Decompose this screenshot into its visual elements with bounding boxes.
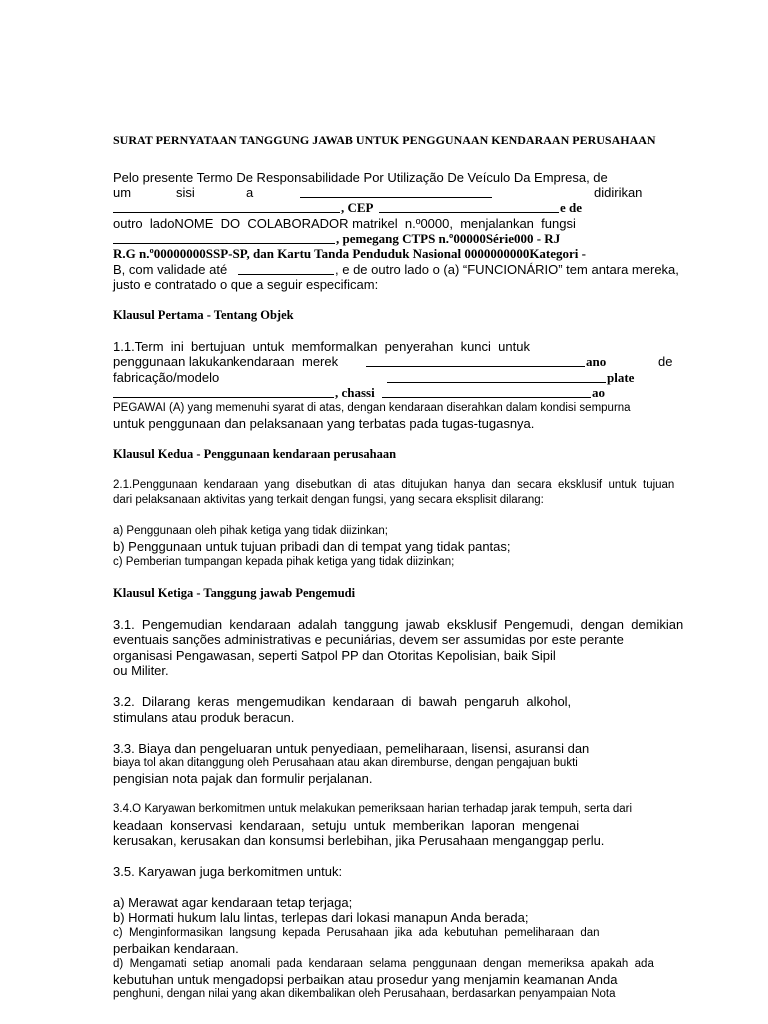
clause-2-item-a: a) Penggunaan oleh pihak ketiga yang tidak diizinkan; <box>113 525 388 537</box>
intro-blank-address <box>113 200 340 216</box>
clause-2-line-1: 2.1.Penggunaan kendaraan yang disebutkan di atas ditujukan hanya dan secara eksklusif untuk tujuan <box>113 479 675 491</box>
clause-1-blank-plate <box>113 385 334 401</box>
intro-line-8: justo e contratado o que a seguir especificam: <box>113 277 379 292</box>
intro-line-3b: e de <box>560 200 583 215</box>
clause-1-line-2e: de <box>658 354 673 369</box>
clause-3-4-line-2: keadaan konservasi kendaraan, setuju untuk memberikan laporan mengenai <box>113 818 580 833</box>
intro-blank-function <box>113 231 335 247</box>
clause-3-5-item-d-2: kebutuhan untuk mengadopsi perbaikan atau prosedur yang menjamin keamanan Anda <box>113 972 618 987</box>
clause-1-line-2a: penggunaan lakukan <box>113 354 234 369</box>
clause-2-item-c: c) Pemberian tumpangan kepada pihak ketiga yang tidak diizinkan; <box>113 556 455 568</box>
clause-3-5-item-b: b) Hormati hukum lalu lintas, terlepas dari lokasi manapun Anda berada; <box>113 910 529 925</box>
clause-3-5-item-c-2: perbaikan kendaraan. <box>113 941 239 956</box>
clause-1-blank-brand <box>366 354 585 370</box>
intro-cep-label: , CEP <box>341 200 374 215</box>
clause-1-line-5: PEGAWAI (A) yang memenuhi syarat di atas, dengan kendaraan diserahkan dalam kondisi sempurna <box>113 402 631 414</box>
clause-3-3-line-2: biaya tol akan ditanggung oleh Perusahaan atau akan diremburse, dengan pengajuan bukti <box>113 757 578 769</box>
intro-blank-validity <box>238 262 334 278</box>
clause-1-line-2d: ano <box>586 354 607 369</box>
clause-2-line-2: dari pelaksanaan aktivitas yang terkait dengan fungsi, yang secara eksplisit dilarang: <box>113 494 544 506</box>
clause-3-5-item-a: a) Merawat agar kendaraan tetap terjaga; <box>113 895 353 910</box>
clause-3-5-item-c-1: c) Menginformasikan langsung kepada Perusahaan jika ada kebutuhan pemeliharaan dan <box>113 927 600 939</box>
clause-3-1-line-4: ou Militer. <box>113 663 169 678</box>
clause-3-5-item-d-3: penghuni, dengan nilai yang akan dikembalikan oleh Perusahaan, berdasarkan penyampaian Nota <box>113 988 616 1000</box>
clause-2-heading: Klausul Kedua - Penggunaan kendaraan perusahaan <box>113 447 397 461</box>
clause-1-line-3a: fabricação/modelo <box>113 370 220 385</box>
clause-3-2-line-2: stimulans atau produk beracun. <box>113 710 295 725</box>
clause-3-1-line-2: eventuais sanções administrativas e pecuniárias, devem ser assumidas por este perante <box>113 632 624 647</box>
clause-3-3-line-3: pengisian nota pajak dan formulir perjalanan. <box>113 771 373 786</box>
intro-line-7b: , e de outro lado o (a) “FUNCIONÁRIO” tem antara mereka, <box>335 262 679 277</box>
clause-1-line-2b: kendaraan <box>233 354 295 369</box>
clause-1-blank-chassi <box>382 385 591 401</box>
clause-3-4-line-3: kerusakan, kerusakan dan konsumsi berlebihan, jika Perusahaan menganggap perlu. <box>113 833 605 848</box>
clause-1-line-2c: merek <box>302 354 339 369</box>
clause-2-item-b: b) Penggunaan untuk tujuan pribadi dan di tempat yang tidak pantas; <box>113 539 511 554</box>
intro-line-1: Pelo presente Termo De Responsabilidade Por Utilização De Veículo Da Empresa, de <box>113 170 608 185</box>
clause-1-line-6: untuk penggunaan dan pelaksanaan yang terbatas pada tugas-tugasnya. <box>113 416 535 431</box>
clause-3-3-line-1: 3.3. Biaya dan pengeluaran untuk penyediaan, pemeliharaan, lisensi, asuransi dan <box>113 741 590 756</box>
clause-3-4-line-1: 3.4.O Karyawan berkomitmen untuk melakukan pemeriksaan harian terhadap jarak tempuh, serta dari <box>113 803 633 815</box>
clause-1-heading: Klausul Pertama - Tentang Objek <box>113 308 294 322</box>
intro-line-2d: didirikan <box>594 185 643 200</box>
intro-line-7a: B, com validade até <box>113 262 228 277</box>
clause-3-1-line-3: organisasi Pengawasan, seperti Satpol PP dan Otoritas Kepolisian, baik Sipil <box>113 648 556 663</box>
clause-1-blank-model <box>387 370 606 386</box>
clause-3-heading: Klausul Ketiga - Tanggung jawab Pengemudi <box>113 586 356 600</box>
clause-3-5-line: 3.5. Karyawan juga berkomitmen untuk: <box>113 864 343 879</box>
clause-1-line-4b: ao <box>592 385 605 400</box>
intro-blank-company <box>300 185 492 201</box>
clause-3-2-line-1: 3.2. Dilarang keras mengemudikan kendaraan di bawah pengaruh alkohol, <box>113 694 572 709</box>
document-title: SURAT PERNYATAAN TANGGUNG JAWAB UNTUK PENGGUNAAN KENDARAAN PERUSAHAAN <box>113 133 656 147</box>
clause-1-line-3b: plate <box>607 370 635 385</box>
clause-1-line-4a: , chassi <box>335 385 375 400</box>
intro-line-6: R.G n.º00000000SSP-SP, dan Kartu Tanda Penduduk Nasional 0000000000Kategori - <box>113 246 586 261</box>
intro-line-2c: a <box>246 185 254 200</box>
clause-3-5-item-d-1: d) Mengamati setiap anomali pada kendaraan selama penggunaan dengan memeriksa apakah ada <box>113 958 654 970</box>
clause-1-line-1: 1.1.Term ini bertujuan untuk memformalkan penyerahan kunci untuk <box>113 339 530 354</box>
intro-line-2a: um <box>113 185 132 200</box>
clause-3-1-line-1: 3.1. Pengemudian kendaraan adalah tanggung jawab eksklusif Pengemudi, dengan demikian <box>113 617 684 632</box>
intro-line-4: outro ladoNOME DO COLABORADOR matrikel n.º0000, menjalankan fungsi <box>113 216 576 231</box>
intro-line-2b: sisi <box>176 185 195 200</box>
intro-blank-cep <box>379 200 559 216</box>
intro-line-5: , pemegang CTPS n.º00000Série000 - RJ <box>336 231 561 246</box>
